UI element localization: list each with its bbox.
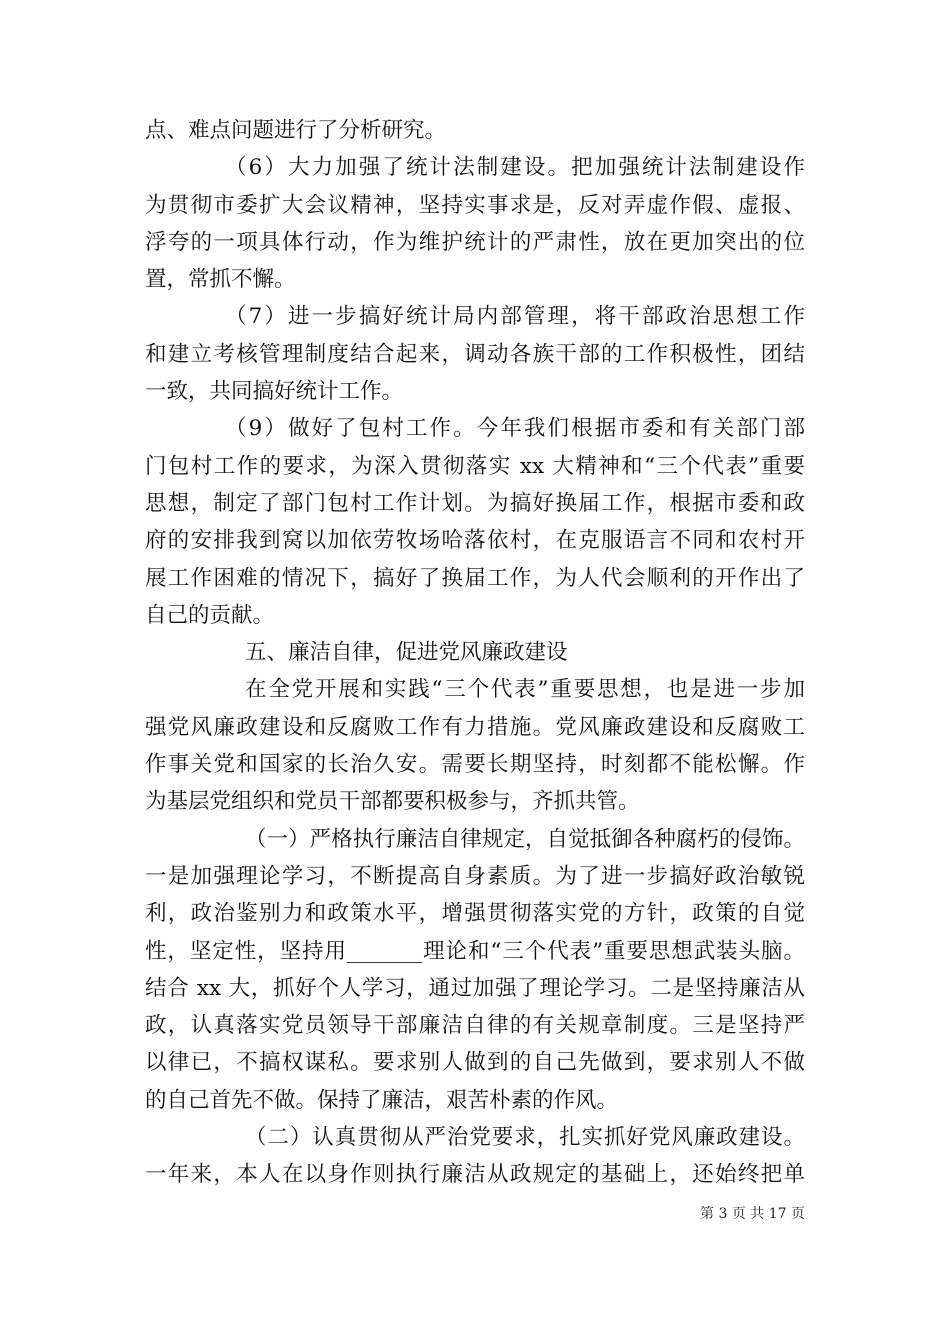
paragraph-heading-7: （7）进一步搞好统计局内部管理，将干部政治思想工作	[225, 304, 805, 330]
document-body	[145, 112, 805, 1194]
text-line: 浮夸的一项具体行动，作为维护统计的严肃性，放在更加突出的位	[145, 229, 805, 255]
subsection-heading-1: （一）严格执行廉洁自律规定，自觉抵御各种腐朽的侵饰。	[245, 826, 805, 852]
text-line: 自己的贡献。	[145, 602, 275, 628]
paragraph-heading-9: （9）做好了包村工作。今年我们根据市委和有关部门部	[225, 416, 805, 442]
text-line: 一是加强理论学习，不断提高自身素质。为了进一步搞好政治敏锐	[145, 863, 805, 889]
text-line: 为贯彻市委扩大会议精神，坚持实事求是，反对弄虚作假、虚报、	[145, 192, 805, 218]
paragraph-heading-6: （6）大力加强了统计法制建设。把加强统计法制建设作	[225, 155, 805, 181]
section-heading: 五、廉洁自律，促进党风廉政建设	[245, 640, 568, 666]
text-line: 展工作困难的情况下，搞好了换届工作，为人代会顺利的开作出了	[145, 565, 805, 591]
text-line: 性，坚定性，坚持用_______理论和“三个代表”重要思想武装头脑。	[145, 938, 805, 964]
text-line: 结合 xx 大，抓好个人学习，通过加强了理论学习。二是坚持廉洁从	[145, 975, 805, 1001]
text-line: 作事关党和国家的长治久安。需要长期坚持，时刻都不能松懈。作	[145, 752, 805, 778]
text-line: 利，政治鉴别力和政策水平，增强贯彻落实党的方针，政策的自觉	[145, 901, 805, 927]
text-line: 以律已，不搞权谋私。要求别人做到的自己先做到，要求别人不做	[145, 1050, 805, 1076]
text-line: 和建立考核管理制度结合起来，调动各族干部的工作积极性，团结	[145, 341, 805, 367]
text-line: 一年来，本人在以身作则执行廉洁从政规定的基础上，还始终把单	[145, 1162, 805, 1188]
subsection-heading-2: （二）认真贯彻从严治党要求，扎实抓好党风廉政建设。	[245, 1125, 805, 1151]
text-line: 门包村工作的要求，为深入贯彻落实 xx 大精神和“三个代表”重要	[145, 453, 805, 479]
text-line: 一致，共同搞好统计工作。	[145, 379, 404, 405]
text-line: 点、难点问题进行了分析研究。	[145, 118, 447, 143]
page-number: 第 3 页 共 17 页	[700, 1206, 805, 1222]
text-line: 的自己首先不做。保持了廉洁，艰苦朴素的作风。	[145, 1087, 619, 1113]
text-line: 为基层党组织和党员干部都要积极参与，齐抓共管。	[145, 789, 640, 815]
text-line: 府的安排我到窝以加依劳牧场哈落依村，在克服语言不同和农村开	[145, 528, 805, 554]
text-line: 在全党开展和实践“三个代表”重要思想，也是进一步加	[245, 677, 805, 703]
text-line: 强党风廉政建设和反腐败工作有力措施。党风廉政建设和反腐败工	[145, 714, 805, 740]
text-line: 思想，制定了部门包村工作计划。为搞好换届工作，根据市委和政	[145, 490, 805, 516]
text-line: 政，认真落实党员领导干部廉洁自律的有关规章制度。三是坚持严	[145, 1013, 805, 1039]
text-line: 置，常抓不懈。	[145, 267, 296, 293]
